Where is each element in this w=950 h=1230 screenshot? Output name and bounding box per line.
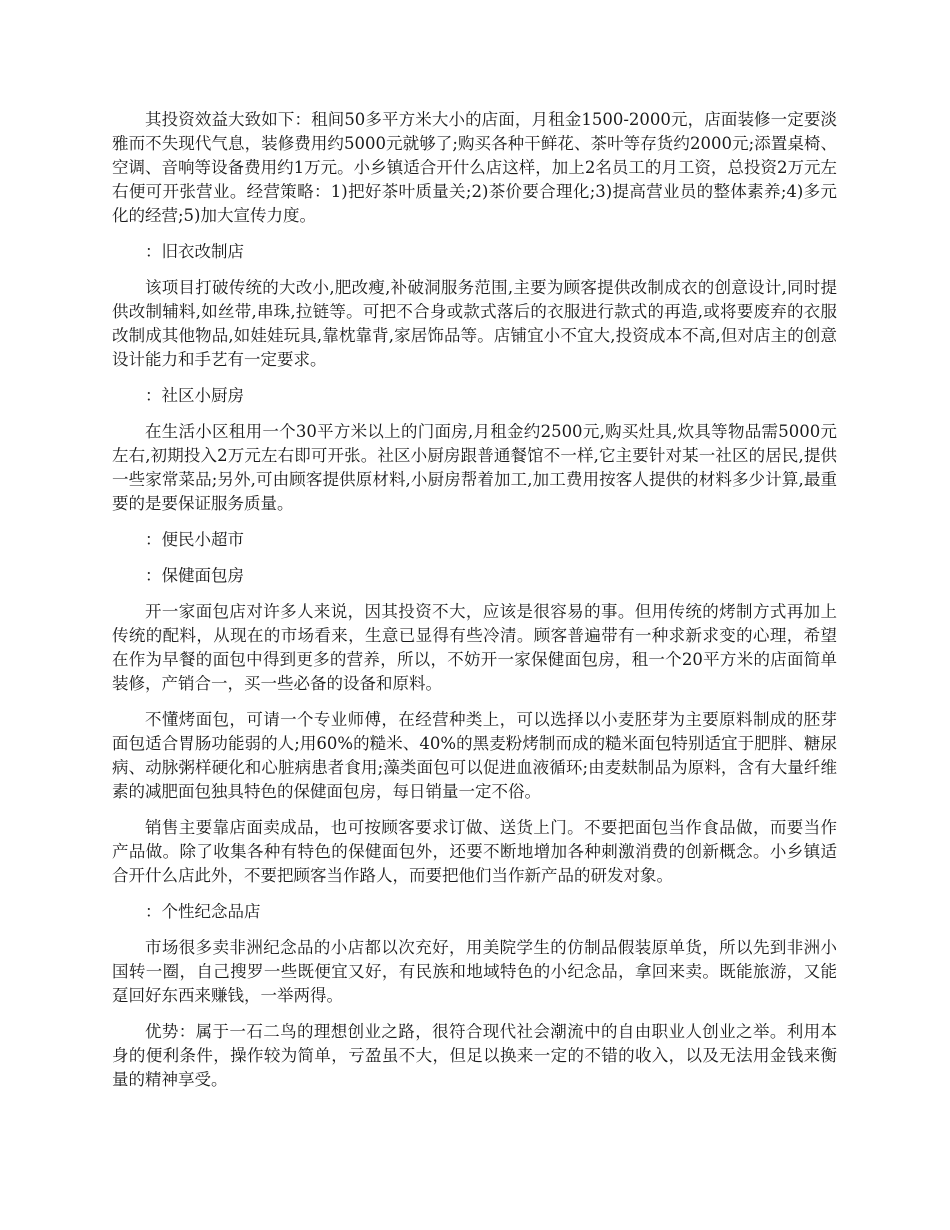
paragraph-health-bakery-sales: 销售主要靠店面卖成品，也可按顾客要求订做、送货上门。不要把面包当作食品做，而要当作产品做。除了收集各种有特色的保健面包外，还要不断地增加各种刺激消费的创新概念。小乡镇适合开什么店此外，不要把顾客当作路人，而要把他们当作新产品的研发对象。 [112,818,837,885]
heading-old-clothes-shop: ：旧衣改制店 [145,242,244,261]
heading-community-kitchen: ：社区小厨房 [145,386,244,405]
paragraph-souvenir-shop: 市场很多卖非洲纪念品的小店都以次充好，用美院学生的仿制品假装原单货，所以先到非洲小国转一圈，自己搜罗一些既便宜又好，有民族和地域特色的小纪念品，拿回来卖。既能旅游，又能趸回好东西来赚钱，一举两得。 [112,938,837,1005]
paragraph-investment-benefits: 其投资效益大致如下：租间50多平方米大小的店面，月租金1500-2000元，店面装修一定要淡雅而不失现代气息，装修费用约5000元就够了;购买各种干鲜花、茶叶等存货约2000元;添置桌椅、空调、音响等设备费用约1万元。小乡镇适合开什么店这样，加上2名员工的月工资，总投资2万元左右便可开张营业。经营策略：1)把好茶叶质量关;2)茶价要合理化;3)提高营业员的整体素养;4)多元化的经营;5)加大宣传力度。 [112,110,837,225]
paragraph-old-clothes-shop: 该项目打破传统的大改小,肥改瘦,补破洞服务范围,主要为顾客提供改制成衣的创意设计,同时提供改制辅料,如丝带,串珠,拉链等。可把不合身或款式落后的衣服进行款式的再造,或将要废弃的衣服改制成其他物品,如娃娃玩具,靠枕靠背,家居饰品等。店铺宜小不宜大,投资成本不高,但对店主的创意设计能力和手艺有一定要求。 [112,278,837,369]
paragraph-community-kitchen: 在生活小区租用一个30平方米以上的门面房,月租金约2500元,购买灶具,炊具等物品需5000元左右,初期投入2万元左右即可开张。社区小厨房跟普通餐馆不一样,它主要针对某一社区的居民,提供一些家常菜品;另外,可由顾客提供原材料,小厨房帮着加工,加工费用按客人提供的材料多少计算,最重要的是要保证服务质量。 [112,422,837,513]
heading-health-bakery: ：保健面包房 [145,566,244,585]
heading-souvenir-shop: ：个性纪念品店 [145,902,261,921]
paragraph-health-bakery-intro: 开一家面包店对许多人来说，因其投资不大，应该是很容易的事。但用传统的烤制方式再加上传统的配料，从现在的市场看来，生意已显得有些冷清。顾客普遍带有一种求新求变的心理，希望在作为早餐的面包中得到更多的营养，所以，不妨开一家保健面包房，租一个20平方米的店面简单装修，产销合一，买一些必备的设备和原料。 [112,602,837,693]
paragraph-health-bakery-products: 不懂烤面包，可请一个专业师傅，在经营种类上，可以选择以小麦胚芽为主要原料制成的胚芽面包适合胃肠功能弱的人;用60%的糙米、40%的黑麦粉烤制而成的糙米面包特别适宜于肥胖、糖尿病、动脉粥样硬化和心脏病患者食用;藻类面包可以促进血液循环;由麦麸制品为原料，含有大量纤维素的减肥面包独具特色的保健面包房，每日销量一定不俗。 [112,710,837,801]
document-body [112,108,837,1104]
paragraph-souvenir-advantages: 优势：属于一石二鸟的理想创业之路，很符合现代社会潮流中的自由职业人创业之举。利用本身的便利条件，操作较为简单，亏盈虽不大，但足以换来一定的不错的收入，以及无法用金钱来衡量的精神享受。 [112,1022,837,1089]
heading-convenience-store: ：便民小超市 [145,530,244,549]
